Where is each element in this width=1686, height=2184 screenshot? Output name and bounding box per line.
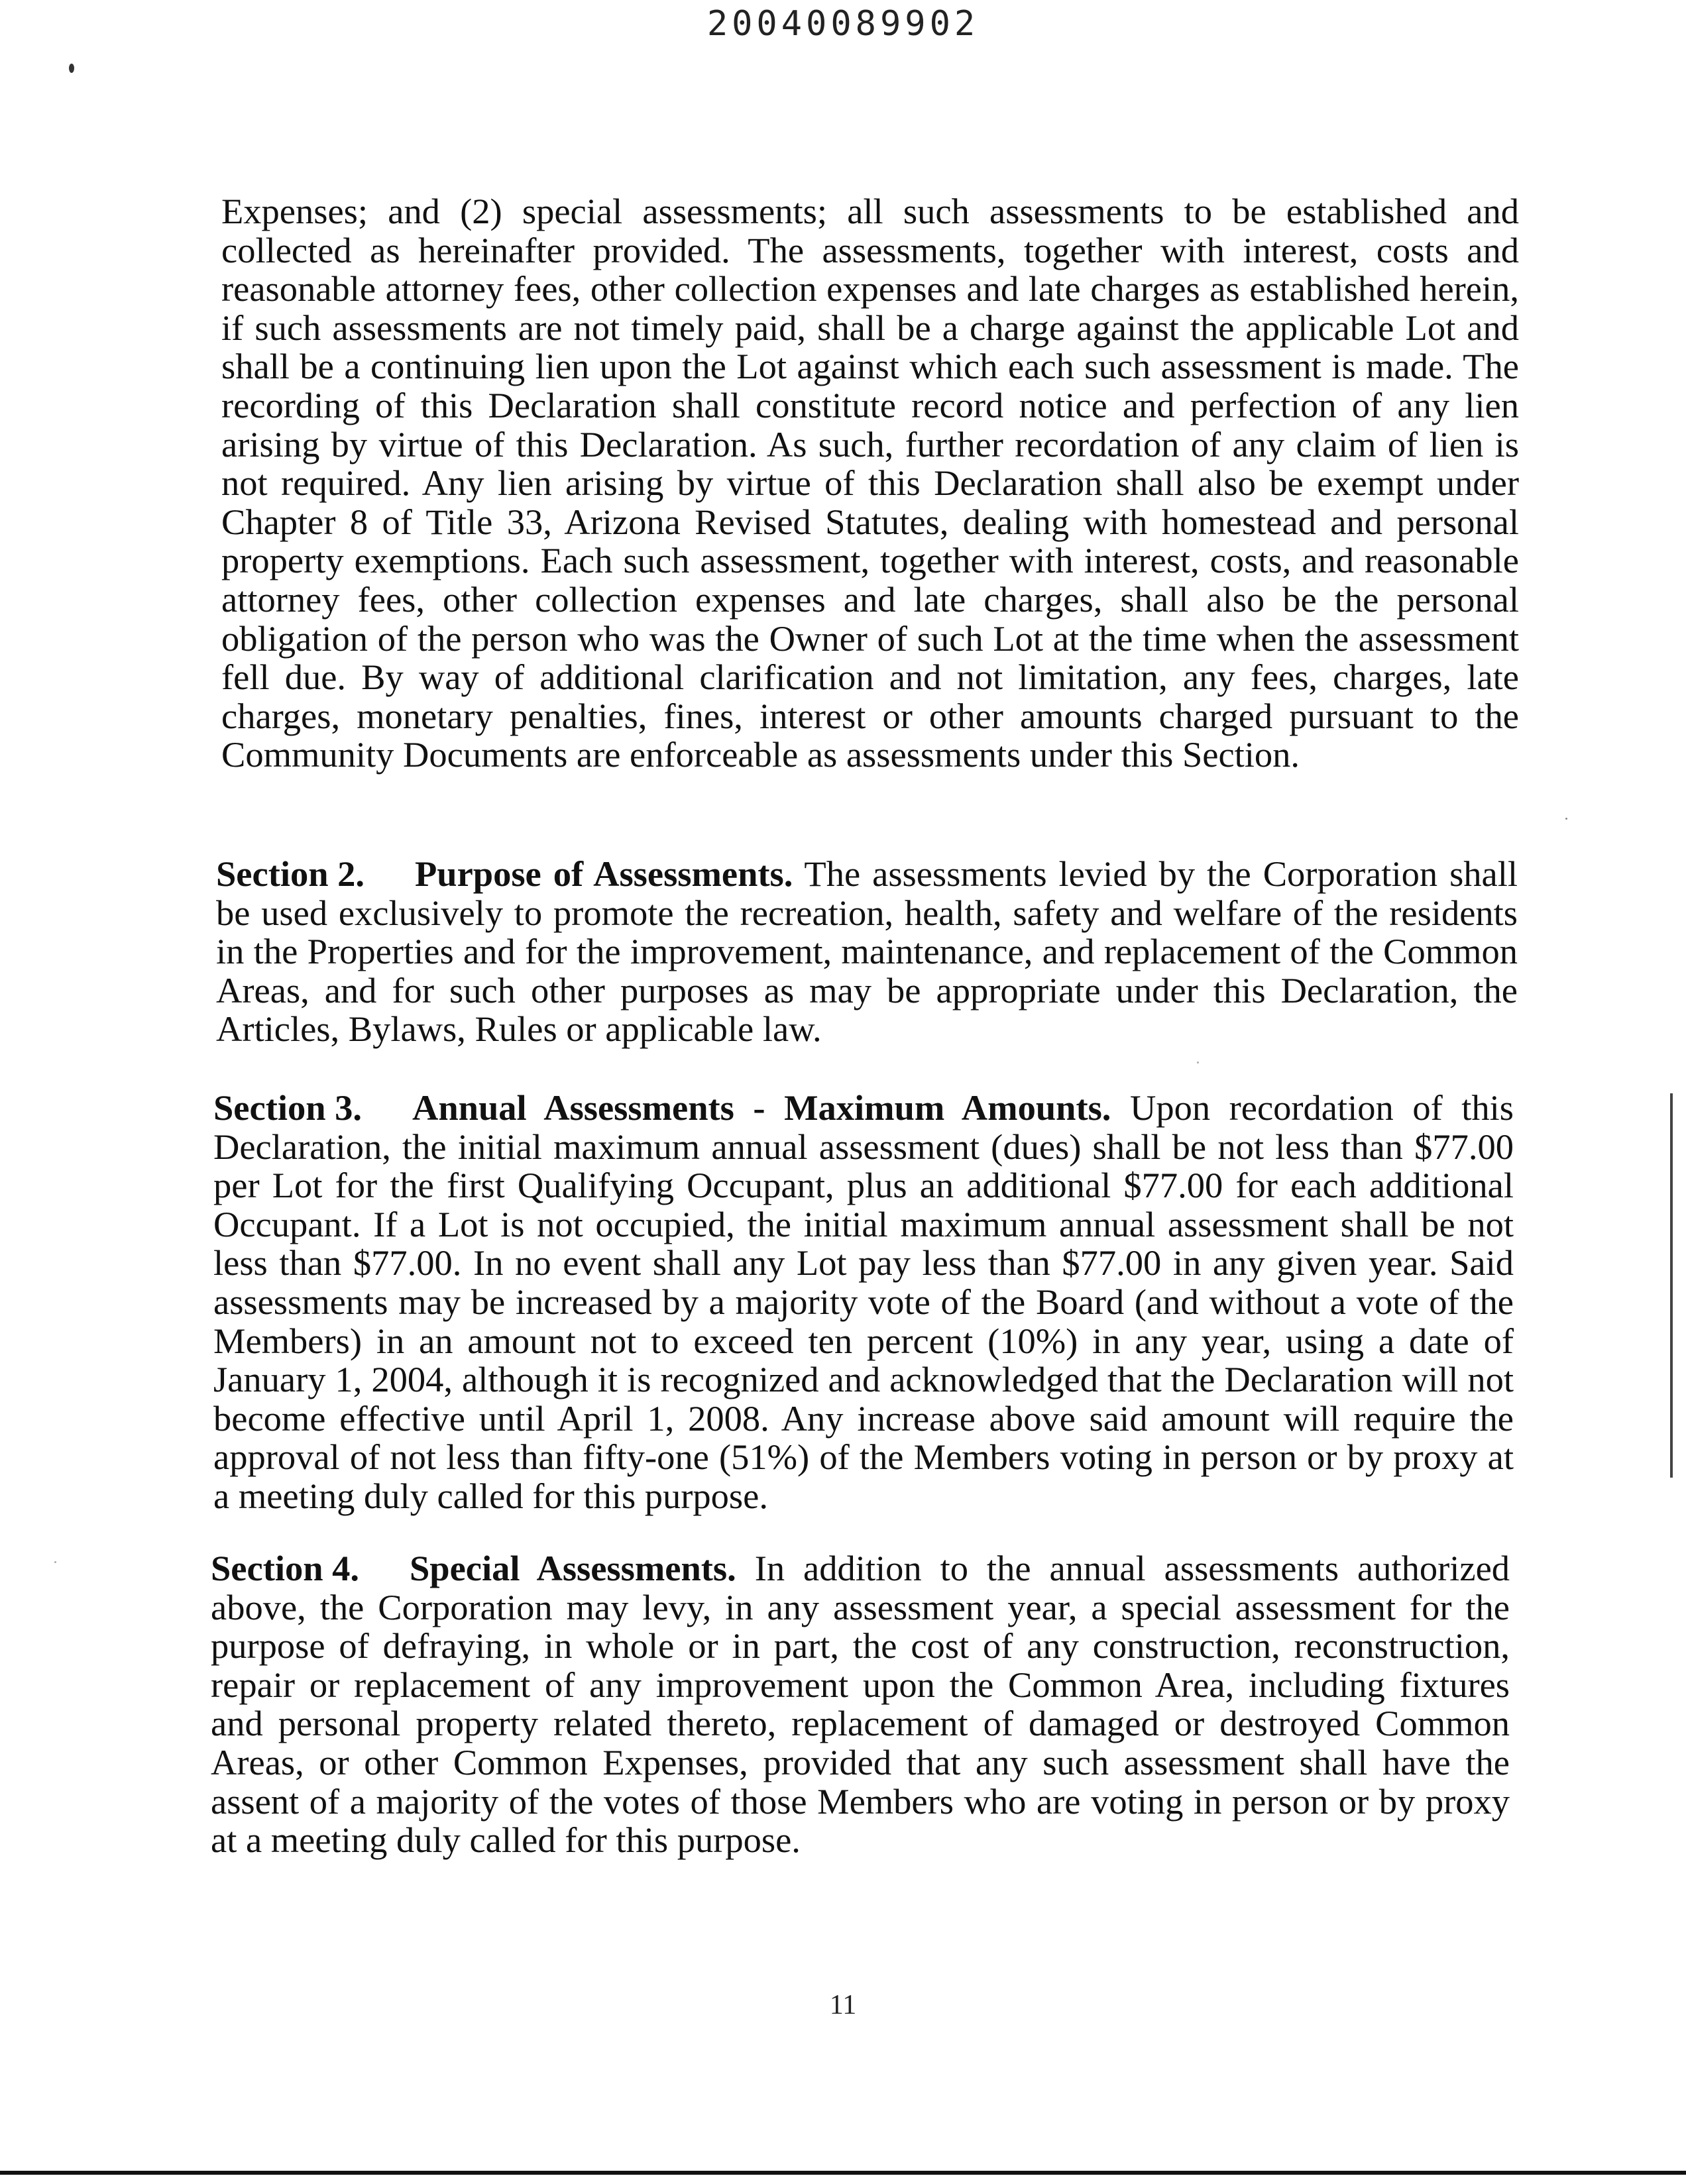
section-4-label: Section 4. [211, 1548, 360, 1588]
scan-speck [1197, 1062, 1199, 1064]
section-4-text: In addition to the annual assessments authorized above, the Corporation may levy, in any assessment year, a special assessment for the purpose of defraying, in whole or in part, the cost of any construction, reconstruction, repair or replacement of any improvement upon the Common Area, including fixtures and personal property related thereto, replacement of damaged or destroyed Common Areas, or other Common Expenses, provided that any such assessment shall have the assent of a majority of the votes of those Members who are voting in person or by proxy at a meeting duly called for this purpose. [211, 1548, 1510, 1861]
section-3-text: Upon recordation of this Declaration, the initial maximum annual assessment (dues) shall be not less than $77.00 per Lot for the first Qualifying Occupant, plus an additional $77.00 for each additional Occupant. If a Lot is not occupied, the initial maximum annual assessment shall be not less than $77.00. In no event shall any Lot pay less than $77.00 in any given year. Said assessments may be increased by a majority vote of the Board (and without a vote of the Members) in an amount not to exceed ten percent (10%) in any year, using a date of January 1, 2004, although it is recognized and acknowledged that the Declaration will not become effective until April 1, 2008. Any increase above said amount will require the approval of not less than fifty-one (51%) of the Members voting in person or by proxy at a meeting duly called for this purpose. [213, 1087, 1514, 1516]
section-3-paragraph [213, 1089, 1514, 1516]
scan-speck [54, 1561, 56, 1563]
paragraph-continued: Expenses; and (2) special assessments; all such assessments to be established and collected as hereinafter provided. The assessments, together with interest, costs and reasonable attorney fees, other collection expenses and late charges as established herein, if such assessments are not timely paid, shall be a charge against the applicable Lot and shall be a continuing lien upon the Lot against which each such assessment is made. The recording of this Declaration shall constitute record notice and perfection of any lien arising by virtue of this Declaration. As such, further recordation of any claim of lien is not required. Any lien arising by virtue of this Declaration shall also be exempt under Chapter 8 of Title 33, Arizona Revised Statutes, dealing with homestead and personal property exemptions. Each such assessment, together with interest, costs, and reasonable attorney fees, other collection expenses and late charges, shall also be the personal obligation of the person who was the Owner of such Lot at the time when the assessment fell due. By way of additional clarification and not limitation, any fees, charges, late charges, monetary penalties, fines, interest or other amounts charged pursuant to the Community Documents are enforceable as assessments under this Section. [221, 191, 1519, 775]
scan-edge-mark [1670, 1093, 1673, 1478]
document-number: 20040089902 [706, 4, 980, 44]
scan-speck [1565, 818, 1567, 820]
section-2-paragraph [216, 855, 1518, 1049]
section-4-title: Special Assessments. [410, 1548, 736, 1588]
section-2-text: The assessments levied by the Corporation shall be used exclusively to promote the recreation, health, safety and welfare of the residents in the Properties and for the improvement, maintenance, and replacement of the Common Areas, and for such other purposes as may be appropriate under this Declaration, the Articles, Bylaws, Rules or applicable law. [216, 853, 1518, 1050]
section-2-title: Purpose of Assessments. [415, 853, 793, 894]
section-3-title: Annual Assessments - Maximum Amounts. [412, 1087, 1111, 1128]
section-4-paragraph [211, 1549, 1510, 1860]
scan-speck [69, 64, 74, 73]
bottom-rule [0, 2171, 1686, 2175]
section-2-label: Section 2. [216, 853, 365, 894]
page-number: 11 [829, 1990, 857, 2020]
section-3-label: Section 3. [213, 1087, 363, 1128]
